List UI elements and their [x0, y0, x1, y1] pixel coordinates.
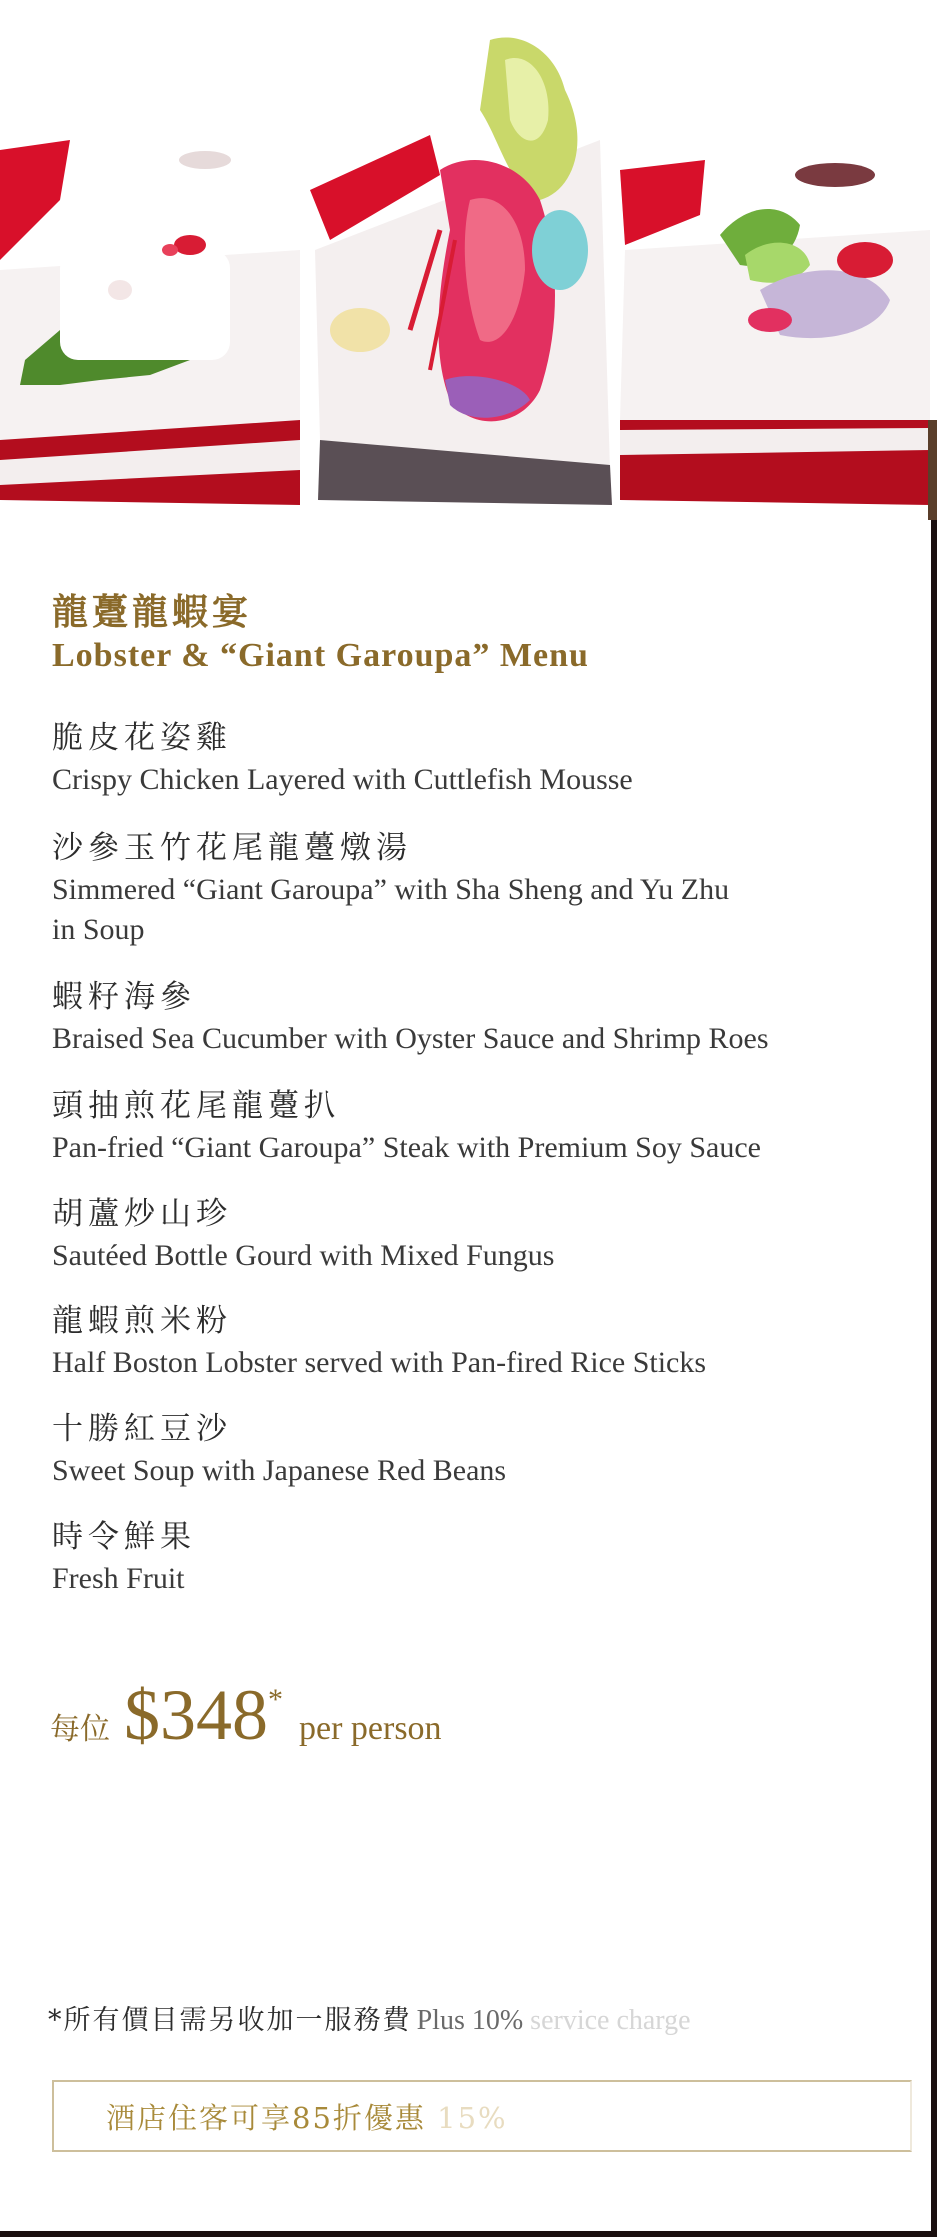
dish-name-en: Simmered “Giant Garoupa” with Sha Sheng and Yu Zhu in Soup [52, 873, 730, 946]
dish-item [52, 716, 633, 800]
service-charge-note [48, 1998, 691, 2037]
dish-name-zh: 頭抽煎花尾龍躉扒 [52, 1088, 340, 1124]
dish-name-en: Fresh Fruit [52, 1562, 185, 1595]
price-amount: $348 [124, 1675, 268, 1755]
dish-name-zh: 脆皮花姿雞 [52, 720, 232, 756]
guest-offer-text [106, 2096, 508, 2137]
service-charge-en-visible: Plus 10% [416, 2005, 524, 2036]
dish-name-zh: 時令鮮果 [52, 1519, 196, 1555]
dish-item [52, 1084, 761, 1168]
guest-offer-zh: 酒店住客可享85折優惠 [106, 2101, 426, 2135]
price-asterisk: * [268, 1683, 283, 1716]
dish-item [52, 975, 769, 1059]
dish-item [52, 1407, 506, 1491]
sea-cucumber-plate-photo [615, 120, 937, 520]
dish-name-en: Sautéed Bottle Gourd with Mixed Fungus [52, 1239, 555, 1272]
dish-photo-strip [0, 0, 937, 520]
dish-name-en: Sweet Soup with Japanese Red Beans [52, 1454, 507, 1487]
dish-name-zh: 十勝紅豆沙 [52, 1411, 232, 1447]
service-charge-en [417, 2005, 691, 2036]
dish-item [52, 826, 732, 950]
dish-name-en: Crispy Chicken Layered with Cuttlefish Mousse [52, 763, 633, 796]
service-charge-en-faded: service charge [523, 2005, 691, 2036]
lobster-plate-photo [305, 37, 615, 520]
dish-name-zh: 龍蝦煎米粉 [52, 1303, 232, 1339]
chicken-plate-photo [0, 0, 305, 520]
dish-name-zh: 胡蘆炒山珍 [52, 1196, 232, 1232]
dish-item [52, 1192, 554, 1276]
card-bottom-edge [0, 2231, 937, 2237]
price-label-zh: 每位 [50, 1712, 110, 1747]
dish-item [52, 1299, 706, 1383]
price-line [50, 1675, 442, 1755]
guest-offer-en: 15% [437, 2101, 508, 2135]
menu-heading [52, 590, 589, 678]
dish-name-en: Half Boston Lobster served with Pan-fired Rice Sticks [52, 1346, 707, 1379]
price-label-en: per person [299, 1710, 442, 1747]
dish-name-zh: 沙參玉竹花尾龍躉燉湯 [52, 830, 412, 866]
card-right-edge [931, 520, 937, 2237]
menu-title-zh: 龍躉龍蝦宴 [52, 591, 253, 633]
dish-photos [0, 0, 937, 520]
dish-item [52, 1515, 196, 1599]
menu-title-en: Lobster & “Giant Garoupa” Menu [52, 637, 589, 674]
guest-offer-box [52, 2080, 912, 2152]
dish-name-zh: 蝦籽海參 [52, 979, 196, 1015]
dish-name-en: Pan-fried “Giant Garoupa” Steak with Premium Soy Sauce [52, 1131, 761, 1164]
service-charge-zh: *所有價目需另收加一服務費 [48, 2005, 412, 2036]
dish-name-en: Braised Sea Cucumber with Oyster Sauce and Shrimp Roes [52, 1022, 769, 1055]
photo-edge [928, 420, 937, 520]
